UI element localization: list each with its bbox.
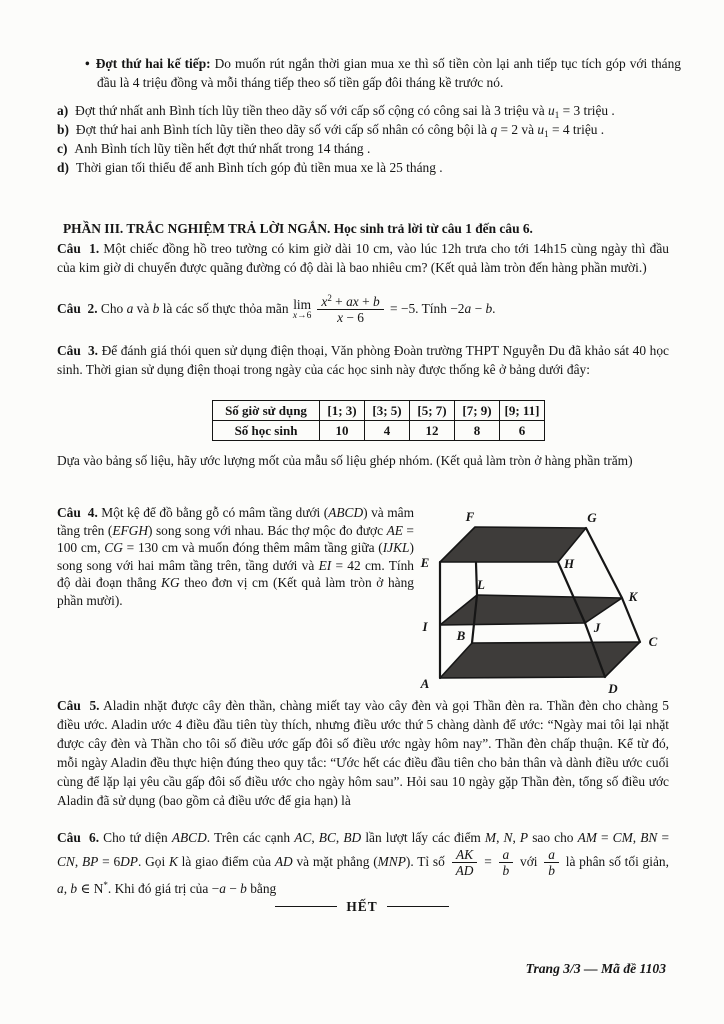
statement-b-text: Đợt thứ hai anh Bình tích lũy tiền theo dãy số với cấp số nhân có công bội là q = 2 và $u_1 = 4$ triệu . (75, 122, 605, 139)
statement-c-label: c) (57, 141, 68, 156)
statement-c (57, 139, 669, 158)
end-mark-left-rule (275, 906, 337, 907)
vertex-label-C: C (648, 634, 658, 649)
table-cell: 8 (455, 421, 500, 441)
table-row-hours (213, 401, 545, 421)
question-5 (57, 696, 669, 810)
bullet-icon: • (85, 56, 90, 71)
vertex-label-J: J (593, 620, 601, 635)
statement-c-text: Anh Bình tích lũy tiền hết đợt thứ nhất trong 14 tháng . (74, 141, 371, 156)
table-cell: [9; 11] (500, 401, 545, 421)
shelf-figure (412, 500, 666, 700)
question-4 (57, 504, 414, 610)
table-cell: Số học sinh (213, 421, 320, 441)
page-footer: Trang 3/3 — Mã đề 1103 (525, 961, 666, 976)
table-cell: [5; 7) (410, 401, 455, 421)
statement-a-label: a) (57, 103, 69, 118)
vertex-label-I: I (422, 619, 428, 634)
statement-b-label: b) (57, 122, 69, 137)
question-1-text: Một chiếc đồng hồ treo tường có kim giờ dài 10 cm, vào lúc 12h trưa cho tới 14h15 cùng ngày thì đầu của kim giờ di chuyển được quãng đường có độ dài là bao nhiêu cm? (Kết quả làm tròn đến hàng phần mười.) (57, 241, 669, 275)
table-cell: 4 (365, 421, 410, 441)
table-row-students (213, 421, 545, 441)
end-mark-right-rule (387, 906, 449, 907)
bullet-paragraph (85, 54, 681, 92)
statement-a (57, 101, 669, 120)
table-cell: 10 (320, 421, 365, 441)
statement-d-label: d) (57, 160, 69, 175)
question-1 (57, 239, 669, 277)
question-4-text: Một kệ để đồ bằng gỗ có mâm tầng dưới (ABCD) và mâm tầng trên (EFGH) song song với nhau. Bác thợ mộc đo được AE = 100 cm, CG = 130 cm và muốn đóng thêm mâm tầng giữa (IJKL) song song với hai mâm tầng trên, tầng dưới và EI = 42 cm. Tính độ dài đoạn thẳng KG theo đơn vị cm (Kết quả làm tròn ở hàng phần mười). (57, 505, 415, 608)
vertex-label-A: A (420, 676, 430, 691)
statement-d-text: Thời gian tối thiểu để anh Bình tích góp đủ tiền mua xe là 25 tháng . (75, 160, 443, 175)
bottom-shelf (440, 642, 640, 678)
table-cell: Số giờ sử dụng (213, 401, 320, 421)
end-mark (0, 897, 724, 916)
vertex-label-G: G (587, 510, 597, 525)
question-2 (57, 294, 669, 326)
vertex-label-K: K (628, 589, 638, 604)
table-cell: 6 (500, 421, 545, 441)
vertex-label-E: E (420, 555, 430, 570)
vertex-label-D: D (608, 681, 618, 696)
end-mark-label: HẾT (346, 899, 378, 914)
statement-list (57, 101, 669, 177)
table-cell: [1; 3) (320, 401, 365, 421)
frequency-table (212, 400, 545, 441)
question-4-label: Câu 4. (57, 505, 98, 520)
question-6 (57, 828, 669, 898)
question-3-label: Câu 3. (57, 343, 99, 358)
vertex-label-H: H (563, 556, 575, 571)
question-3-text: Để đánh giá thói quen sử dụng điện thoại, Văn phòng Đoàn trường THPT Nguyễn Du đã khảo sát 40 học sinh. Thời gian sử dụng điện thoại trong ngày của các học sinh này được thống kê ở bảng dưới đây: (57, 343, 669, 377)
table-cell: 12 (410, 421, 455, 441)
question-5-label: Câu 5. (57, 698, 100, 713)
statement-b (57, 120, 669, 139)
question-1-label: Câu 1. (57, 241, 100, 256)
bullet-text: Đợt thứ hai kế tiếp: Do muốn rút ngắn thời gian mua xe thì số tiền còn lại anh tiếp tục tích góp với tháng đầu là 4 triệu đồng và mỗi tháng tiếp theo số tiền gấp đôi tháng kề trước nó. (95, 56, 681, 90)
section-heading: PHẦN III. TRẮC NGHIỆM TRẢ LỜI NGẮN. Học sinh trả lời từ câu 1 đến câu 6. (63, 221, 533, 236)
vertex-label-F: F (465, 509, 475, 524)
question-2-text: Cho a và b là các số thực thỏa mãn lim x→6 $\frac{x^2 + ax + b}{x - 6}$ = −5. Tính −2a − b. (97, 293, 496, 326)
statement-d (57, 158, 669, 177)
statement-a-text: Đợt thứ nhất anh Bình tích lũy tiền theo dãy số với cấp số cộng có công sai là 3 triệu và $u_1 = 3$ triệu . (75, 103, 615, 120)
question-3-followup (57, 451, 669, 470)
question-2-label: Câu 2. (57, 300, 98, 316)
question-6-label: Câu 6. (57, 830, 100, 845)
question-3-followup-text: Dựa vào bảng số liệu, hãy ước lượng mốt của mẫu số liệu ghép nhóm. (Kết quả làm tròn ở hàng phần trăm) (57, 453, 633, 468)
question-3 (57, 341, 669, 379)
table-cell: [7; 9) (455, 401, 500, 421)
table-cell: [3; 5) (365, 401, 410, 421)
vertex-label-L: L (477, 577, 485, 592)
vertex-label-B: B (456, 628, 466, 643)
question-5-text: Aladin nhặt được cây đèn thần, chàng miết tay vào cây đèn và gọi Thần đèn ra. Thần đèn cho chàng 5 điều ước. Aladin ước 4 điều đầu tiên tùy thích, nhưng điều ước thứ 5 chàng dành để ước: “Ngày mai tôi lại nhặt được cây đèn và Thần cho tôi số điều ước gấp đôi số điều ước ngày hôm nay”. Thần đèn chấp thuận. Kể từ đó, mỗi ngày Aladin đều thực hiện đúng theo quy tắc: “Ước hết các điều đầu tiên cho bản thân và dành điều ước cuối cùng để lặp lại yêu cầu gấp đôi số điều ước cho ngày hôm sau”. Hỏi sau 10 ngày gặp Thần đèn, tổng số điều ước Aladin đã sử dụng (bao gồm cả điều ước để gia hạn) là (57, 698, 669, 808)
question-6-text: Cho tứ diện ABCD. Trên các cạnh AC, BC, BD lần lượt lấy các điểm M, N, P sao cho AM = CM, BN = CN, BP = 6DP. Gọi K là giao điểm của AD và mặt phẳng (MNP). Tỉ số $\frac{AK}{AD}$ = $\frac{a}{b}$ với $\frac{a}{b}$ là phân số tối giản, a, b ∈ N*. Khi đó giá trị của −a − b bằng (57, 830, 669, 896)
